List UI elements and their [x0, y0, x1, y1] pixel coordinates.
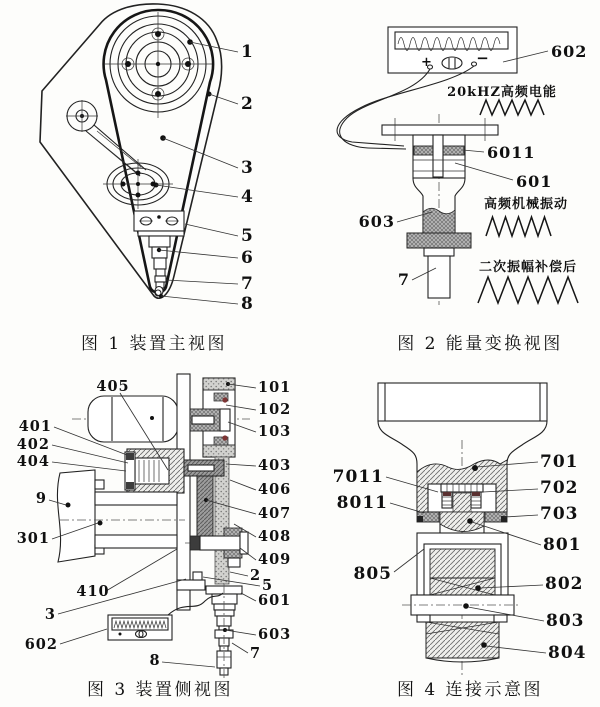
- fig4-bottom-cylinder: [426, 622, 499, 662]
- fig3-top-bearing-bracket: [190, 378, 235, 457]
- fig3-motor: [88, 396, 178, 442]
- fig3-label-409: 409: [258, 551, 292, 568]
- fig3-label-102: 102: [258, 401, 292, 418]
- fig4-label-805: 805: [353, 564, 392, 584]
- fig2-label-603: 603: [358, 212, 395, 231]
- fig3-label-404: 404: [16, 453, 50, 470]
- fig4-label-8011: 8011: [336, 493, 388, 513]
- fig2-label-7: 7: [397, 270, 410, 289]
- fig3-label-410: 410: [76, 583, 110, 600]
- fig4-label-703: 703: [540, 504, 579, 524]
- fig4-tool-cup: [417, 533, 508, 595]
- fig3-label-5: 5: [262, 577, 274, 594]
- fig3-label-401: 401: [18, 418, 52, 435]
- fig1-label-7: 7: [241, 274, 254, 294]
- fig3-label-301: 301: [16, 530, 50, 547]
- wave-small-icon: [480, 100, 544, 115]
- fig2-part-numbers: [359, 42, 588, 289]
- fig2-wave-annotations: [447, 84, 578, 303]
- fig1-top-pulley: [104, 12, 212, 118]
- fig3-label-101: 101: [258, 379, 292, 396]
- fig4-label-702: 702: [540, 478, 579, 498]
- fig3-label-402: 402: [16, 436, 50, 453]
- plus-terminal-label: +: [421, 55, 433, 70]
- fig1-caption: 图 1 装置主视图: [80, 334, 228, 354]
- fig3-label-406: 406: [258, 481, 292, 498]
- fig1-label-5: 5: [241, 226, 254, 246]
- fig2-label-601: 601: [516, 172, 553, 191]
- fig4-label-802: 802: [545, 574, 584, 594]
- fig3-label-7: 7: [250, 645, 262, 662]
- minus-terminal-label: −: [476, 49, 490, 67]
- fig3-label-603: 603: [258, 626, 292, 643]
- fig1-idler-pulley: [66, 100, 146, 176]
- fig1-label-3: 3: [241, 158, 254, 178]
- fig1-label-1: 1: [241, 42, 254, 62]
- figure-3-side-view: [17, 374, 292, 700]
- fig2-label-6011: 6011: [487, 143, 536, 162]
- fig4-label-801: 801: [543, 535, 582, 555]
- fig4-clamp-band: [402, 595, 520, 622]
- fig3-label-403: 403: [258, 457, 292, 474]
- fig1-label-8: 8: [241, 294, 254, 314]
- fig1-part-numbers: [241, 42, 254, 314]
- fig4-label-803: 803: [546, 611, 585, 631]
- fig3-label-405: 405: [96, 378, 130, 395]
- fig3-label-407: 407: [258, 505, 292, 522]
- fig4-stud-cavity: [428, 484, 496, 512]
- fig1-mid-pulley: [103, 159, 173, 209]
- fig4-caption: 图 4 连接示意图: [396, 680, 544, 700]
- fig3-label-408: 408: [258, 528, 292, 545]
- fig3-label-3: 3: [44, 606, 56, 623]
- fig3-generator-box: [108, 593, 223, 640]
- fig2-annotation-mechanical: 高频机械振动: [483, 197, 569, 212]
- fig3-gearbox: [125, 449, 184, 493]
- tool-shaft: [428, 256, 450, 298]
- fig3-swing-arm: [197, 476, 213, 538]
- figure-2-energy-conversion: [337, 27, 587, 354]
- fig3-label-8: 8: [149, 652, 161, 669]
- fig4-label-7011: 7011: [332, 467, 384, 487]
- fig3-label-602: 602: [24, 636, 58, 653]
- fig4-label-804: 804: [548, 643, 587, 663]
- wave-medium-icon: [486, 217, 551, 236]
- fig2-generator-box: [388, 27, 517, 73]
- fig3-caption: 图 3 装置侧视图: [86, 680, 234, 700]
- figure-1-front-view: [40, 4, 254, 354]
- fig2-annotation-electric: 20kHZ高频电能: [447, 85, 557, 100]
- fig1-label-6: 6: [241, 248, 254, 268]
- fig3-label-2: 2: [250, 567, 262, 584]
- fig2-caption: 图 2 能量变换视图: [397, 334, 563, 354]
- fig1-label-2: 2: [241, 94, 254, 114]
- fig1-clamp-block: [134, 211, 184, 236]
- red-mark-bottom: [222, 435, 227, 440]
- horn-section: [423, 208, 455, 233]
- fig2-label-602: 602: [551, 42, 588, 61]
- figure-4-connection-schematic: [333, 383, 587, 700]
- fig1-label-4: 4: [241, 187, 254, 207]
- fig4-label-701: 701: [540, 452, 579, 472]
- red-mark-top: [222, 397, 227, 402]
- fig4-neck: [440, 512, 484, 533]
- fig2-annotation-compensated: 二次振幅补偿后: [478, 260, 578, 275]
- wave-large-icon: [478, 277, 578, 303]
- fig3-label-9: 9: [35, 490, 47, 507]
- fig3-label-103: 103: [258, 423, 292, 440]
- fig3-label-601: 601: [258, 592, 292, 609]
